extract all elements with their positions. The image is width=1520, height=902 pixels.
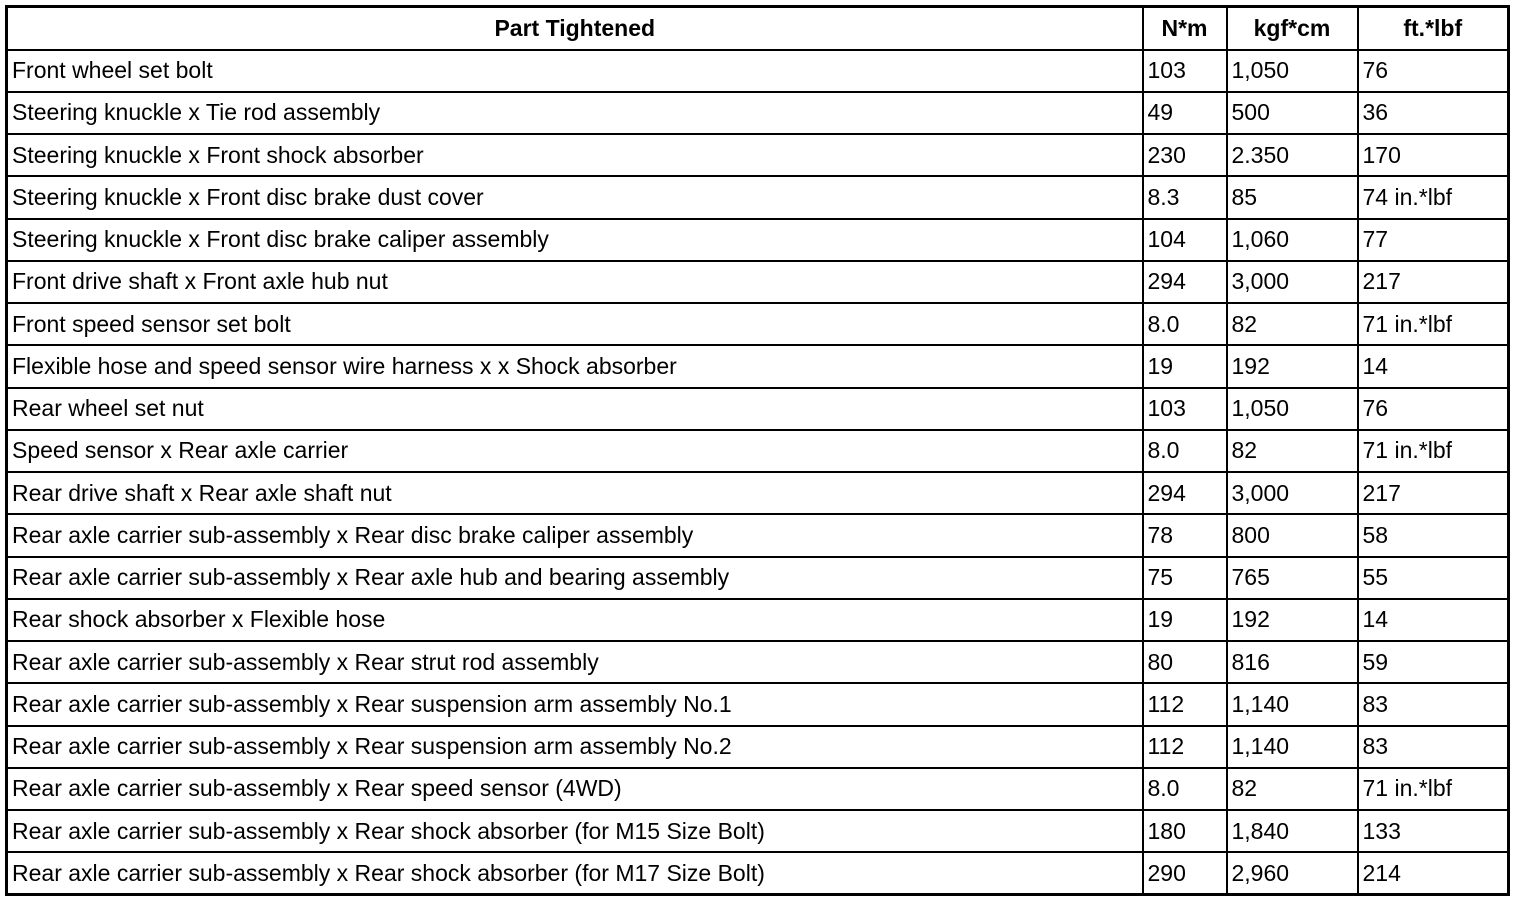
table-row: [7, 641, 1509, 683]
nm-cell: 294: [1143, 261, 1227, 303]
part-tightened-cell: Rear axle carrier sub-assembly x Rear axle hub and bearing assembly: [7, 557, 1143, 599]
kgfcm-cell: 192: [1227, 345, 1358, 387]
kgfcm-cell: 82: [1227, 430, 1358, 472]
kgfcm-cell: 1,050: [1227, 50, 1358, 92]
table-row: [7, 92, 1509, 134]
table-row: [7, 514, 1509, 556]
table-row: [7, 683, 1509, 725]
nm-cell: 290: [1143, 852, 1227, 894]
ftlbf-cell: 71 in.*lbf: [1358, 430, 1509, 472]
part-tightened-cell: Flexible hose and speed sensor wire harness x x Shock absorber: [7, 345, 1143, 387]
kgfcm-cell: 800: [1227, 514, 1358, 556]
nm-cell: 8.3: [1143, 176, 1227, 218]
table-row: [7, 852, 1509, 894]
kgfcm-cell: 1,140: [1227, 726, 1358, 768]
nm-cell: 103: [1143, 50, 1227, 92]
kgfcm-cell: 3,000: [1227, 472, 1358, 514]
header-nm: N*m: [1143, 7, 1227, 50]
part-tightened-cell: Rear shock absorber x Flexible hose: [7, 599, 1143, 641]
part-tightened-cell: Steering knuckle x Front disc brake caliper assembly: [7, 219, 1143, 261]
nm-cell: 230: [1143, 134, 1227, 176]
table-row: [7, 219, 1509, 261]
part-tightened-cell: Front speed sensor set bolt: [7, 303, 1143, 345]
nm-cell: 75: [1143, 557, 1227, 599]
ftlbf-cell: 83: [1358, 683, 1509, 725]
nm-cell: 294: [1143, 472, 1227, 514]
table-body: [7, 50, 1509, 895]
part-tightened-cell: Rear axle carrier sub-assembly x Rear shock absorber (for M15 Size Bolt): [7, 810, 1143, 852]
nm-cell: 112: [1143, 683, 1227, 725]
table-row: [7, 388, 1509, 430]
table-row: [7, 176, 1509, 218]
ftlbf-cell: 59: [1358, 641, 1509, 683]
nm-cell: 104: [1143, 219, 1227, 261]
kgfcm-cell: 2.350: [1227, 134, 1358, 176]
ftlbf-cell: 14: [1358, 345, 1509, 387]
ftlbf-cell: 71 in.*lbf: [1358, 768, 1509, 810]
part-tightened-cell: Front drive shaft x Front axle hub nut: [7, 261, 1143, 303]
part-tightened-cell: Rear axle carrier sub-assembly x Rear disc brake caliper assembly: [7, 514, 1143, 556]
part-tightened-cell: Rear axle carrier sub-assembly x Rear suspension arm assembly No.1: [7, 683, 1143, 725]
part-tightened-cell: Rear axle carrier sub-assembly x Rear suspension arm assembly No.2: [7, 726, 1143, 768]
part-tightened-cell: Rear wheel set nut: [7, 388, 1143, 430]
kgfcm-cell: 765: [1227, 557, 1358, 599]
table-row: [7, 557, 1509, 599]
kgfcm-cell: 82: [1227, 768, 1358, 810]
nm-cell: 49: [1143, 92, 1227, 134]
header-kgfcm: kgf*cm: [1227, 7, 1358, 50]
ftlbf-cell: 58: [1358, 514, 1509, 556]
nm-cell: 8.0: [1143, 303, 1227, 345]
nm-cell: 78: [1143, 514, 1227, 556]
kgfcm-cell: 82: [1227, 303, 1358, 345]
part-tightened-cell: Rear drive shaft x Rear axle shaft nut: [7, 472, 1143, 514]
ftlbf-cell: 74 in.*lbf: [1358, 176, 1509, 218]
table-row: [7, 261, 1509, 303]
ftlbf-cell: 77: [1358, 219, 1509, 261]
part-tightened-cell: Steering knuckle x Tie rod assembly: [7, 92, 1143, 134]
kgfcm-cell: 85: [1227, 176, 1358, 218]
kgfcm-cell: 2,960: [1227, 852, 1358, 894]
part-tightened-cell: Speed sensor x Rear axle carrier: [7, 430, 1143, 472]
nm-cell: 19: [1143, 345, 1227, 387]
table-row: [7, 303, 1509, 345]
kgfcm-cell: 816: [1227, 641, 1358, 683]
ftlbf-cell: 76: [1358, 50, 1509, 92]
kgfcm-cell: 500: [1227, 92, 1358, 134]
table-row: [7, 599, 1509, 641]
kgfcm-cell: 1,050: [1227, 388, 1358, 430]
nm-cell: 8.0: [1143, 768, 1227, 810]
ftlbf-cell: 36: [1358, 92, 1509, 134]
part-tightened-cell: Rear axle carrier sub-assembly x Rear strut rod assembly: [7, 641, 1143, 683]
ftlbf-cell: 76: [1358, 388, 1509, 430]
table-row: [7, 726, 1509, 768]
nm-cell: 112: [1143, 726, 1227, 768]
ftlbf-cell: 170: [1358, 134, 1509, 176]
nm-cell: 103: [1143, 388, 1227, 430]
kgfcm-cell: 1,840: [1227, 810, 1358, 852]
table-row: [7, 134, 1509, 176]
header-ftlbf: ft.*lbf: [1358, 7, 1509, 50]
table-row: [7, 430, 1509, 472]
kgfcm-cell: 192: [1227, 599, 1358, 641]
nm-cell: 180: [1143, 810, 1227, 852]
ftlbf-cell: 133: [1358, 810, 1509, 852]
ftlbf-cell: 83: [1358, 726, 1509, 768]
table-row: [7, 50, 1509, 92]
table-row: [7, 345, 1509, 387]
ftlbf-cell: 55: [1358, 557, 1509, 599]
nm-cell: 8.0: [1143, 430, 1227, 472]
table-header-row: [7, 7, 1509, 50]
ftlbf-cell: 71 in.*lbf: [1358, 303, 1509, 345]
part-tightened-cell: Rear axle carrier sub-assembly x Rear shock absorber (for M17 Size Bolt): [7, 852, 1143, 894]
kgfcm-cell: 3,000: [1227, 261, 1358, 303]
part-tightened-cell: Rear axle carrier sub-assembly x Rear speed sensor (4WD): [7, 768, 1143, 810]
part-tightened-cell: Front wheel set bolt: [7, 50, 1143, 92]
table-row: [7, 768, 1509, 810]
nm-cell: 19: [1143, 599, 1227, 641]
ftlbf-cell: 217: [1358, 472, 1509, 514]
nm-cell: 80: [1143, 641, 1227, 683]
header-part-tightened: Part Tightened: [7, 7, 1143, 50]
table-row: [7, 810, 1509, 852]
ftlbf-cell: 14: [1358, 599, 1509, 641]
table-row: [7, 472, 1509, 514]
part-tightened-cell: Steering knuckle x Front disc brake dust cover: [7, 176, 1143, 218]
torque-specification-table: [5, 5, 1510, 896]
kgfcm-cell: 1,060: [1227, 219, 1358, 261]
ftlbf-cell: 214: [1358, 852, 1509, 894]
ftlbf-cell: 217: [1358, 261, 1509, 303]
kgfcm-cell: 1,140: [1227, 683, 1358, 725]
part-tightened-cell: Steering knuckle x Front shock absorber: [7, 134, 1143, 176]
